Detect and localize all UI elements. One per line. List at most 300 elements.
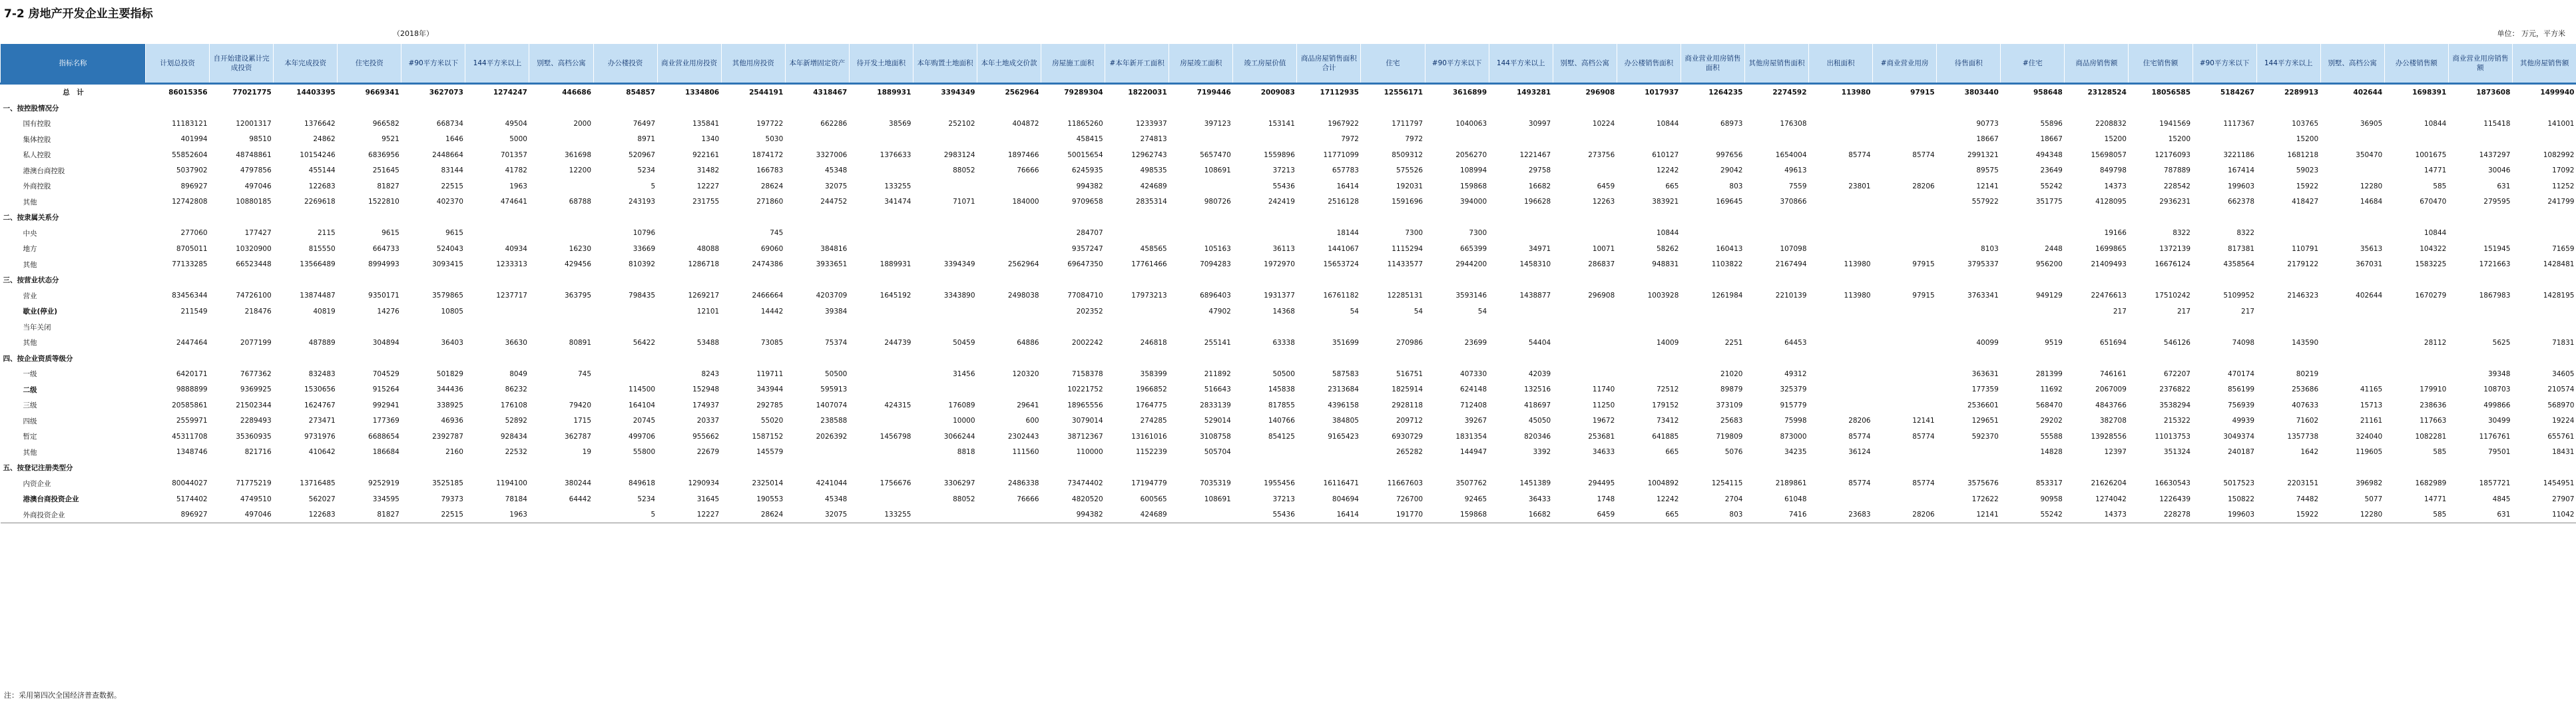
table-cell	[2001, 320, 2065, 336]
table-cell: 132516	[1524, 385, 1551, 394]
table-cell: 1264235	[1680, 84, 1744, 101]
table-cell: 343944	[756, 385, 784, 394]
table-cell	[977, 460, 1041, 476]
row-label: 三级	[23, 401, 37, 410]
table-cell: 949129	[2035, 292, 2063, 300]
table-cell: 2447464	[176, 338, 208, 347]
table-cell: 202352	[1076, 307, 1103, 316]
table-cell	[2129, 101, 2192, 117]
table-cell: 28624	[721, 507, 785, 523]
table-cell: 803	[1729, 182, 1743, 190]
table-cell: 980726	[1204, 198, 1231, 206]
table-cell: 19166	[2104, 229, 2127, 238]
table-cell: 56422	[633, 338, 656, 347]
table-cell	[401, 320, 465, 336]
table-cell	[2512, 320, 2576, 336]
table-cell	[274, 272, 338, 288]
table-cell: 34235	[1784, 448, 1807, 457]
table-cell: 1456798	[880, 432, 911, 441]
table-cell: 45311708	[172, 432, 208, 441]
table-cell: 2562964	[1007, 260, 1039, 269]
table-cell	[849, 382, 913, 398]
table-cell: 2179122	[2287, 260, 2319, 269]
table-cell: 810392	[629, 260, 656, 269]
table-cell: 966582	[372, 119, 399, 128]
table-cell: 505704	[1204, 448, 1231, 457]
table-cell: 15200	[2104, 135, 2127, 144]
table-cell	[1041, 351, 1105, 367]
table-cell: 1233313	[496, 260, 527, 269]
column-header: 待开发土地面积	[849, 44, 913, 84]
table-cell: 176089	[948, 401, 975, 409]
table-cell	[1169, 351, 1233, 367]
table-cell	[1297, 210, 1361, 226]
table-cell: 4241044	[816, 479, 848, 488]
table-cell: 34605	[2552, 369, 2575, 378]
table-cell	[210, 460, 274, 476]
table-cell: 2474386	[752, 260, 784, 269]
table-cell: 296908	[1588, 292, 1615, 300]
table-cell: 2559971	[176, 417, 208, 425]
table-cell: 45348	[824, 495, 848, 503]
table-cell: 108691	[1204, 166, 1231, 175]
table-cell: 80891	[569, 338, 592, 347]
table-row	[1, 366, 2576, 382]
table-row	[1, 226, 2576, 242]
table-cell: 209712	[1396, 417, 1423, 425]
table-cell: 196628	[1524, 198, 1551, 206]
column-header: 房屋施工面积	[1041, 44, 1105, 84]
table-cell: 363795	[564, 292, 592, 300]
table-cell	[1361, 101, 1425, 117]
table-cell: 11042	[2512, 507, 2576, 523]
table-cell: 592370	[1971, 432, 1999, 441]
column-header: 计划总投资	[146, 44, 210, 84]
table-cell	[849, 445, 913, 461]
table-cell: 1955456	[1264, 479, 1295, 488]
table-cell: 832483	[308, 369, 336, 378]
table-cell: 169645	[1716, 198, 1743, 206]
table-cell: 5184267	[2192, 84, 2256, 101]
table-cell: 455144	[308, 166, 336, 175]
table-cell	[1617, 272, 1680, 288]
table-cell	[2129, 351, 2192, 367]
table-cell: 1972970	[1264, 260, 1295, 269]
table-cell: 292785	[756, 401, 784, 409]
table-cell	[1553, 226, 1617, 242]
table-cell: 3507762	[1455, 479, 1487, 488]
table-cell: 243193	[629, 198, 656, 206]
table-cell: 670470	[2420, 198, 2447, 206]
table-cell: 37213	[1272, 166, 1295, 175]
table-cell	[1617, 101, 1680, 117]
table-row	[1, 491, 2576, 507]
table-cell: 55588	[2040, 432, 2063, 441]
table-cell: 164104	[629, 401, 656, 409]
table-cell: 35613	[2360, 244, 2383, 253]
table-cell: 1499940	[2512, 84, 2576, 101]
table-cell	[1809, 241, 1873, 257]
table-cell: 104322	[2420, 244, 2447, 253]
table-cell: 11692	[2040, 385, 2063, 394]
table-cell: 86015356	[146, 84, 210, 101]
table-cell: 77133285	[172, 260, 208, 269]
table-cell: 241799	[2547, 198, 2575, 206]
table-cell: 4797856	[240, 166, 272, 175]
table-cell: 2833139	[1200, 401, 1231, 409]
table-cell: 798435	[629, 292, 656, 300]
table-cell: 12280	[2320, 507, 2384, 523]
table-cell: 13874487	[300, 292, 336, 300]
table-cell: 1428481	[2543, 260, 2575, 269]
table-cell: 2325014	[752, 479, 784, 488]
table-cell: 8103	[1981, 244, 1999, 253]
table-cell: 228278	[2129, 507, 2192, 523]
table-cell: 6245935	[1071, 166, 1103, 175]
table-cell: 199603	[2192, 507, 2256, 523]
table-cell	[849, 210, 913, 226]
table-cell	[657, 351, 721, 367]
table-cell: 3593146	[1455, 292, 1487, 300]
footnote: 注：采用第四次全国经济普查数据。	[4, 691, 121, 700]
table-cell: 351699	[1332, 338, 1359, 347]
table-cell: 4749510	[240, 495, 272, 503]
table-cell: 6459	[1597, 182, 1615, 190]
table-cell: 922161	[692, 150, 720, 159]
table-cell: 47902	[1208, 307, 1231, 316]
table-cell: 350470	[2356, 150, 2383, 159]
row-label: 歇业(停业)	[23, 308, 58, 316]
table-cell: 334595	[372, 495, 399, 503]
table-cell	[529, 304, 593, 320]
table-cell	[529, 382, 593, 398]
table-cell: 83144	[441, 166, 463, 175]
table-cell: 71831	[2552, 338, 2575, 347]
table-cell: 7972	[1405, 135, 1423, 144]
column-header: 本年土地成交价款	[977, 44, 1041, 84]
table-cell: 88052	[953, 495, 975, 503]
table-cell	[1937, 226, 2001, 242]
row-label: 当年关闭	[23, 323, 51, 332]
table-cell: 9888899	[176, 385, 208, 394]
table-cell	[1169, 178, 1233, 194]
table-cell: 4396158	[1328, 401, 1359, 409]
table-cell: 31645	[696, 495, 720, 503]
table-cell: 55242	[2040, 182, 2063, 190]
table-cell	[2129, 272, 2192, 288]
table-cell: 470174	[2227, 369, 2255, 378]
table-cell: 46936	[441, 417, 463, 425]
table-cell	[913, 382, 977, 398]
table-cell: 3093415	[432, 260, 463, 269]
table-cell: 367031	[2356, 260, 2383, 269]
table-cell: 2289913	[2256, 84, 2320, 101]
table-cell	[849, 366, 913, 382]
table-cell	[1553, 335, 1617, 351]
table-cell: 9521	[382, 135, 399, 144]
table-cell: 1221467	[1519, 150, 1551, 159]
table-cell: 1941569	[2159, 119, 2190, 128]
row-label: 其他	[23, 448, 37, 457]
table-cell: 1966852	[1135, 385, 1167, 394]
table-cell	[1809, 320, 1873, 336]
table-cell	[1873, 335, 1937, 351]
table-row	[1, 163, 2576, 179]
table-cell: 5030	[765, 135, 784, 144]
table-cell: 1458310	[1519, 260, 1551, 269]
table-cell: 186684	[372, 448, 399, 457]
table-cell: 251645	[372, 166, 399, 175]
table-cell: 1451389	[1519, 479, 1551, 488]
row-label: 一、按控股情况分	[3, 104, 59, 113]
table-cell: 90958	[2040, 495, 2063, 503]
table-cell: 1233937	[1135, 119, 1167, 128]
table-cell: 246818	[1140, 338, 1167, 347]
row-label: 营业	[23, 292, 37, 300]
table-cell: 11771099	[1323, 150, 1359, 159]
table-cell: 341474	[884, 198, 911, 206]
table-cell: 166783	[756, 166, 784, 175]
table-cell	[1233, 460, 1297, 476]
table-cell: 1004892	[1647, 479, 1679, 488]
table-cell: 18056585	[2129, 84, 2192, 101]
table-cell	[913, 178, 977, 194]
table-cell	[1553, 304, 1617, 320]
table-cell	[1873, 272, 1937, 288]
table-cell	[1744, 320, 1808, 336]
table-cell: 64442	[569, 495, 592, 503]
table-cell: 2392787	[432, 432, 463, 441]
table-cell	[1361, 272, 1425, 288]
table-cell	[1233, 320, 1297, 336]
table-cell: 382708	[2099, 417, 2127, 425]
table-cell: 12263	[1592, 198, 1615, 206]
table-cell: 524043	[436, 244, 463, 253]
table-cell: 50459	[953, 338, 975, 347]
table-cell	[593, 351, 657, 367]
table-cell: 29641	[1017, 401, 1039, 409]
table-row	[1, 397, 2576, 413]
table-cell: 14771	[2424, 166, 2447, 175]
table-cell: 150822	[2227, 495, 2255, 503]
table-cell: 151945	[2483, 244, 2511, 253]
table-cell: 21020	[1720, 369, 1743, 378]
table-cell: 1261984	[1711, 292, 1743, 300]
table-cell: 50500	[1272, 369, 1295, 378]
table-cell: 176308	[1780, 119, 1807, 128]
table-cell: 23801	[1848, 182, 1871, 190]
table-cell: 3575676	[1967, 479, 1999, 488]
table-cell	[2384, 320, 2448, 336]
table-cell: 30997	[1528, 119, 1551, 128]
table-cell	[1809, 226, 1873, 242]
table-cell	[529, 320, 593, 336]
table-cell: 16414	[1297, 507, 1361, 523]
table-cell: 1642	[2300, 448, 2319, 457]
table-cell: 410642	[308, 448, 336, 457]
table-cell: 7094283	[1200, 260, 1231, 269]
table-cell	[1361, 460, 1425, 476]
table-cell	[1553, 351, 1617, 367]
table-cell	[1809, 132, 1873, 148]
table-cell: 22515	[441, 182, 463, 190]
table-cell: 631	[2448, 507, 2512, 523]
table-cell	[593, 460, 657, 476]
table-cell	[1809, 272, 1873, 288]
table-cell: 520967	[629, 150, 656, 159]
table-cell: 21409493	[2091, 260, 2127, 269]
table-cell: 12141	[1912, 417, 1935, 425]
table-cell	[529, 178, 593, 194]
table-cell: 1226439	[2159, 495, 2190, 503]
table-cell	[1297, 272, 1361, 288]
table-cell	[529, 101, 593, 117]
table-cell: 89879	[1720, 385, 1743, 394]
table-cell: 11252	[2552, 182, 2575, 190]
table-cell: 145838	[1268, 385, 1295, 394]
table-row	[1, 351, 2576, 367]
table-row	[1, 382, 2576, 398]
table-cell: 595913	[820, 385, 848, 394]
table-cell: 75998	[1784, 417, 1807, 425]
table-cell: 36630	[505, 338, 527, 347]
table-cell: 3795337	[1967, 260, 1999, 269]
table-cell: 397123	[1204, 119, 1231, 128]
table-cell	[2512, 304, 2576, 320]
table-cell: 20585861	[172, 401, 208, 409]
table-row	[1, 413, 2576, 429]
table-cell: 10221752	[1067, 385, 1103, 394]
table-cell: 665	[1665, 182, 1679, 190]
table-cell: 499866	[2483, 401, 2511, 409]
table-cell: 190553	[756, 495, 784, 503]
table-cell: 14828	[2040, 448, 2063, 457]
table-cell: 1873608	[2448, 84, 2512, 101]
table-cell	[274, 320, 338, 336]
row-label: 中央	[23, 229, 37, 238]
table-cell: 253681	[1588, 432, 1615, 441]
table-cell: 167414	[2227, 166, 2255, 175]
table-cell	[465, 272, 529, 288]
table-cell: 2160	[445, 448, 463, 457]
table-cell: 2274592	[1744, 84, 1808, 101]
table-cell	[1297, 101, 1361, 117]
table-cell: 22515	[401, 507, 465, 523]
table-cell: 2516128	[1328, 198, 1359, 206]
table-cell: 177427	[244, 229, 272, 238]
table-cell	[1361, 210, 1425, 226]
table-cell: 2302443	[1007, 432, 1039, 441]
table-cell	[338, 320, 401, 336]
table-cell: 66523448	[236, 260, 272, 269]
table-cell: 11667603	[1387, 479, 1423, 488]
table-cell	[338, 210, 401, 226]
table-cell	[913, 101, 977, 117]
table-cell	[721, 101, 785, 117]
table-cell: 3763341	[1967, 292, 1999, 300]
table-cell	[1617, 460, 1680, 476]
table-cell: 1290934	[688, 479, 720, 488]
table-cell: 15698057	[2091, 150, 2127, 159]
table-cell: 668734	[436, 119, 463, 128]
table-cell	[1873, 382, 1937, 398]
table-cell: 394000	[1460, 198, 1487, 206]
table-cell: 1698391	[2384, 84, 2448, 101]
table-cell: 956200	[2035, 260, 2063, 269]
table-cell: 1889931	[880, 260, 911, 269]
table-cell	[1617, 320, 1680, 336]
table-cell: 499706	[629, 432, 656, 441]
table-cell	[913, 507, 977, 523]
table-cell: 73085	[760, 338, 784, 347]
table-cell: 854125	[1268, 432, 1295, 441]
table-cell: 3221186	[2223, 150, 2255, 159]
table-cell	[1169, 460, 1233, 476]
table-cell: 119711	[756, 369, 784, 378]
table-cell: 1645192	[880, 292, 911, 300]
table-cell	[1425, 320, 1489, 336]
table-row	[1, 178, 2576, 194]
table-cell: 1376642	[304, 119, 336, 128]
column-header: 别墅、高档公寓	[529, 44, 593, 84]
table-cell	[210, 210, 274, 226]
table-cell	[2256, 272, 2320, 288]
table-cell: 17510242	[2155, 292, 2190, 300]
table-cell: 1428195	[2543, 292, 2575, 300]
table-cell: 35360935	[236, 432, 272, 441]
table-cell	[2384, 132, 2448, 148]
table-cell	[1873, 194, 1937, 210]
table-cell	[1553, 163, 1617, 179]
table-cell: 71659	[2552, 244, 2575, 253]
table-cell: 1274247	[465, 84, 529, 101]
table-cell: 4820520	[1071, 495, 1103, 503]
table-cell: 18220031	[1105, 84, 1169, 101]
table-cell: 253686	[2292, 385, 2319, 394]
table-cell: 712408	[1460, 401, 1487, 409]
table-cell: 42039	[1528, 369, 1551, 378]
table-cell: 12001317	[236, 119, 272, 128]
table-cell: 48748861	[236, 150, 272, 159]
table-cell: 14276	[377, 307, 399, 316]
table-cell	[785, 445, 849, 461]
table-cell	[529, 507, 593, 523]
table-cell: 85774	[1848, 150, 1871, 159]
table-cell: 16682	[1489, 507, 1553, 523]
table-cell: 36403	[441, 338, 463, 347]
table-cell	[977, 226, 1041, 242]
table-cell: 487889	[308, 338, 336, 347]
row-label: 集体控股	[23, 135, 51, 144]
table-cell: 1646	[445, 135, 463, 144]
table-cell	[529, 132, 593, 148]
table-row	[1, 476, 2576, 492]
table-cell: 90773	[1976, 119, 1999, 128]
table-cell: 159868	[1460, 182, 1487, 190]
table-cell	[849, 351, 913, 367]
table-row	[1, 257, 2576, 273]
table-cell	[2192, 460, 2256, 476]
table-cell: 159868	[1425, 507, 1489, 523]
table-cell: 817381	[2227, 244, 2255, 253]
table-cell: 3616899	[1425, 84, 1489, 101]
table-cell: 955662	[692, 432, 720, 441]
table-cell	[1425, 210, 1489, 226]
table-cell	[593, 272, 657, 288]
table-cell: 9731976	[304, 432, 336, 441]
table-cell	[2192, 351, 2256, 367]
table-cell: 81827	[338, 507, 401, 523]
